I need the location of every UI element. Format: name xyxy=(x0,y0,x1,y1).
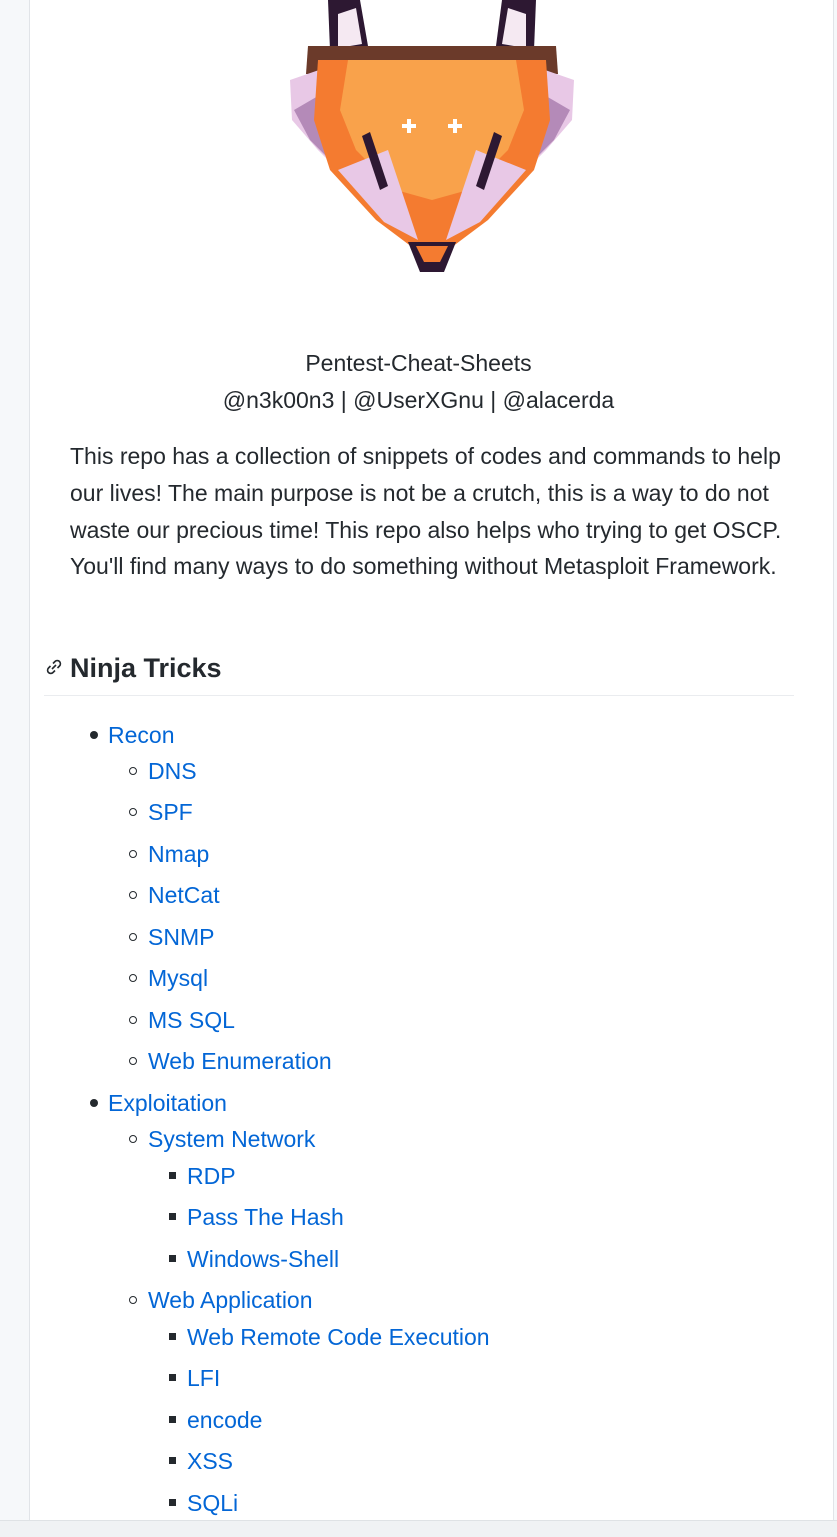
section-heading xyxy=(44,650,794,696)
circle-bullet xyxy=(129,1296,137,1304)
square-bullet xyxy=(169,1213,176,1220)
circle-bullet xyxy=(129,933,137,941)
toc-item-pass-the-hash[interactable]: Pass The Hash xyxy=(187,1204,344,1230)
toc-item-web-rce[interactable]: Web Remote Code Execution xyxy=(187,1324,490,1350)
toc-item-lfi[interactable]: LFI xyxy=(187,1365,221,1391)
square-bullet xyxy=(169,1255,176,1262)
fox-logo xyxy=(288,0,576,280)
toc-item-encode[interactable]: encode xyxy=(187,1407,263,1433)
toc-item-netcat[interactable]: NetCat xyxy=(148,882,220,908)
square-bullet xyxy=(169,1172,176,1179)
toc-item-web-enumeration[interactable]: Web Enumeration xyxy=(148,1048,332,1074)
square-bullet xyxy=(169,1457,176,1464)
toc-item-spf[interactable]: SPF xyxy=(148,799,193,825)
toc-item-web-application[interactable]: Web Application xyxy=(148,1287,313,1313)
circle-bullet xyxy=(129,1016,137,1024)
toc-item-xss[interactable]: XSS xyxy=(187,1448,234,1474)
circle-bullet xyxy=(129,850,137,858)
square-bullet xyxy=(169,1333,176,1340)
section-title: Ninja Tricks xyxy=(70,653,222,683)
toc-item-mysql[interactable]: Mysql xyxy=(148,965,209,991)
repo-authors: @n3k00n3 | @UserXGnu | @alacerda xyxy=(222,387,615,413)
toc-item-rdp[interactable]: RDP xyxy=(187,1163,236,1189)
bottom-bar xyxy=(0,1520,837,1537)
repo-title: Pentest-Cheat-Sheets xyxy=(305,350,532,376)
circle-bullet xyxy=(129,974,137,982)
circle-bullet xyxy=(129,891,137,899)
square-bullet xyxy=(169,1374,176,1381)
toc-item-mssql[interactable]: MS SQL xyxy=(148,1007,235,1033)
circle-bullet xyxy=(129,808,137,816)
toc-item-snmp[interactable]: SNMP xyxy=(148,924,215,950)
repo-description: This repo has a collection of snippets of codes and commands to help our lives! The main purpose is not be a crutch, this is a way to do not waste our precious time! This repo also helps who trying to get OSCP. You'll find many ways to do something without Metasploit Framework. xyxy=(70,443,782,580)
disc-bullet xyxy=(90,1099,98,1107)
toc-item-dns[interactable]: DNS xyxy=(148,758,197,784)
circle-bullet xyxy=(129,1135,137,1143)
square-bullet xyxy=(169,1416,176,1423)
toc-item-sqli[interactable]: SQLi xyxy=(187,1490,239,1516)
toc-item-exploitation[interactable]: Exploitation xyxy=(108,1090,227,1116)
toc-item-nmap[interactable]: Nmap xyxy=(148,841,210,867)
circle-bullet xyxy=(129,1057,137,1065)
toc-item-recon[interactable]: Recon xyxy=(108,722,175,748)
square-bullet xyxy=(169,1499,176,1506)
circle-bullet xyxy=(129,767,137,775)
disc-bullet xyxy=(90,731,98,739)
toc-item-system-network[interactable]: System Network xyxy=(148,1126,316,1152)
toc-item-windows-shell[interactable]: Windows-Shell xyxy=(187,1246,340,1272)
link-icon[interactable] xyxy=(44,657,64,677)
